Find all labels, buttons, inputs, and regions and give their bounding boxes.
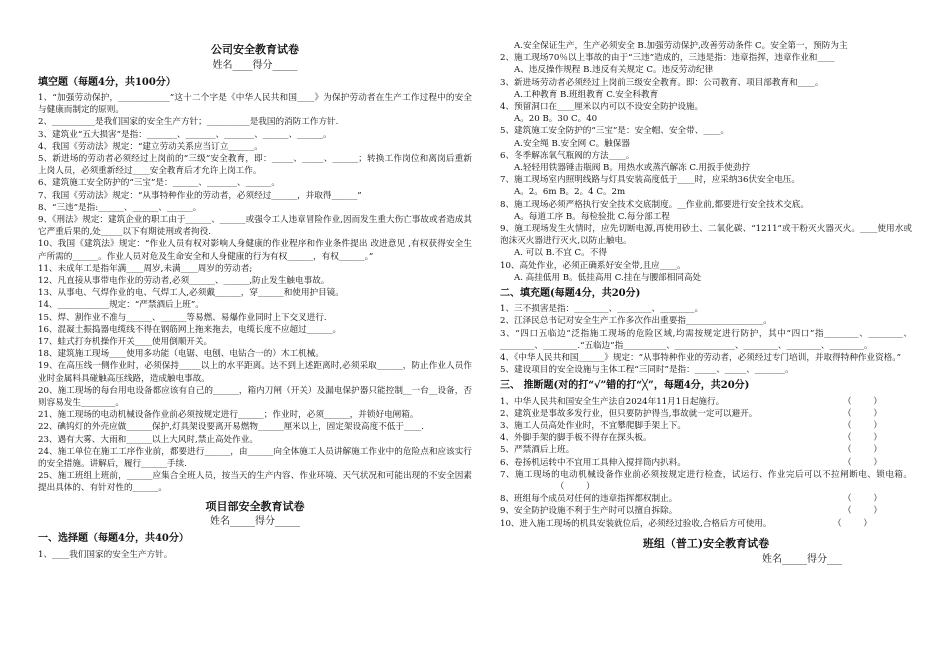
tf-question: 1、中华人民共和国安全生产法自2024年11月1日起施行。 [500, 396, 725, 407]
answer-paren: （ ） [842, 408, 882, 419]
choice-section-heading: 一、选择题（每题4分，共40分） [38, 533, 189, 545]
left-column [38, 0, 472, 561]
question-item: 4、《中华人民共和国______》规定：“从事特种作业的劳动者，必须经过专门培训，并取得特种作业资格。” [500, 353, 901, 364]
question-item: 3、建筑业“五大损害”是指：_______、_______、_______、______、______。 [38, 129, 332, 140]
question-item: 20、施工现场的每台用电设备都应该有自己的______，箱内刀闸（开关）及漏电保护器只能控制__一台__设备，否则容易发生________。 [38, 385, 472, 409]
answer-paren: （ ） [842, 433, 882, 444]
team-exam-title: 班组（普工)安全教育试卷 [642, 536, 770, 550]
question-item: 2、__________是我们国家的安全生产方针；__________是我国的消防工作方针. [38, 117, 339, 128]
question-item: 19、在高压线一侧作业时，必须保持_____以上的水平距离。达不到上述距离时,必须采取______，防止作业人员作业时金属料具碰触高压线路，造成触电事故。 [38, 361, 472, 384]
tf-item [500, 420, 912, 432]
question-item: 9、施工现场发生火情时，应先切断电源,再使用砂土、二氧化碳、“1211”或干粉灭火器灭火。____使用水或泡沫灭火器进行灭火,以防止触电。 [500, 224, 912, 247]
tf-item [500, 493, 912, 505]
tf-question: 3、施工人员高处作业时，不宜攀爬脚手架上下。 [500, 421, 686, 432]
question-item: 2、江泽民总书记对安全生产工作多次作出重要指__________________。 [500, 316, 772, 327]
fill-section-heading: 填空题（每题4分，共100分） [38, 76, 176, 88]
tf-question: 10、进入施工现场的机具安装就位后，必须经过验收,合格后方可使用。 [500, 518, 772, 529]
choice-options: A. 高挂低用 B。低挂高用 C.挂在与腰部相同高处 [514, 272, 702, 283]
question-item: 1、____我们国家的安全生产方针。 [38, 549, 173, 560]
tf-item [500, 396, 912, 408]
name-score-line: 姓名_____得分___ [762, 553, 842, 565]
question-item: 13、从事电、气焊作业的电、气焊工人,必须戴______，穿______和使用护目镜。 [38, 288, 344, 299]
question-item: 10、我国《建筑法》规定：“作业人员有权对影响人身健康的作业程序和作业条件提出 改进意见 ,有权获得安全生产所需的______。作业人员对危及生命安全和人身健康的行为有权______，有权______。” [38, 239, 472, 262]
tf-item [500, 408, 912, 420]
question-item: 6、冬季解冻氧气瓶阀的方法____。 [500, 150, 635, 161]
choice-options: A. 可以 B.不宜 C。不得 [514, 248, 607, 259]
fill-questions [38, 92, 472, 495]
question-item: 3、新进场劳动者必须经过上岗前三级安全教育。即：公司教育、项目部教育和____。 [500, 77, 824, 88]
name-score-line: 姓名_____得分_____ [210, 516, 300, 528]
question-item: 2、施工现场70％以上事故的由于“三违”造成的，三违是指：违章指挥，违章作业和____ [500, 53, 835, 64]
question-item: 4、预留洞口在____厘米以内可以不设安全防护设施。 [500, 102, 704, 113]
fill-questions [500, 303, 912, 376]
question-item: 1、“加强劳动保护，____________”这十二个字是《中华人民共和国____》为保护劳动者在生产工作过程中的安全与健康而制定的原则。 [38, 92, 472, 116]
tf-item [500, 518, 912, 530]
company-exam-title: 公司安全教育试卷 [211, 43, 299, 56]
tf-question: 9、安全防护设施不利于生产时可以擅自拆除。 [500, 506, 678, 517]
answer-paren: （ ） [842, 494, 882, 505]
question-item: 7、我国《劳动法》规定：“从事特种作业的劳动者，必须经过______，并取得______” [38, 190, 362, 201]
question-item: 8、“三违”是指:______、______、______。 [38, 202, 202, 213]
question-item: 7、施工现场室内照明线路与灯具安装高度低于____时，应采纳36伏安全电压。 [500, 175, 800, 186]
question-item: 17、蛙式打夯机操作开关____使用倒顺开关。 [38, 337, 213, 348]
question-item: 8、施工现场必须严格执行安全技术交底制度。__作业前,都要进行安全技术交底。 [500, 199, 809, 210]
choice-options: A。每道工序 B。每检验批 C.每分部工程 [514, 211, 670, 222]
name-score-line: 姓名____得分_____ [212, 59, 298, 71]
right-column [500, 0, 912, 569]
question-item: 14、____________规定：“严禁酒后上班”。 [38, 300, 204, 311]
tf-item [500, 444, 912, 456]
tf-item [500, 469, 912, 493]
question-item: 16、混凝土振捣器电缆线不得在钢筋网上拖来拖去，电缆长度不应超过______。 [38, 324, 342, 335]
question-item: 6、建筑施工安全防护的“三宝”是：______、_______、______。 [38, 178, 280, 189]
answer-paren: （ ） [560, 482, 595, 493]
question-item: 5、建设项目的安全设施与主体工程“三同时”是指：_____、_____、_______。 [500, 365, 794, 376]
answer-paren: （ ） [842, 396, 882, 407]
true-false-questions [500, 396, 912, 530]
tf-question: 8、班组每个成员对任何的违章指挥都权制止。 [500, 494, 678, 505]
question-item: 1、三不损害是指：________、________、________。 [500, 304, 704, 315]
question-item: 23、遇有大雾、大雨和______以上大风时,禁止高处作业。 [38, 434, 258, 445]
question-item: 24、施工单位在施工工序作业前，都要进行______，由______向全体施工人员讲解施工作业中的危险点和应该实行的安全措施。讲解后，履行______手续. [38, 446, 472, 470]
question-item: 10、高处作业，必须正确系好安全带,且应____。 [500, 260, 686, 271]
fill-section-heading: 二、填充题(每题4分，共20分) [500, 288, 641, 300]
true-false-section-heading: 三、 推断题(对的打“√”错的打“╳”，每题4分，共20分) [500, 380, 750, 392]
question-item: 22、碘钨灯的外壳应做______保护,灯具架设要离开易燃物______厘米以上，固定架设高度不低于____. [38, 422, 424, 433]
question-item: 4、我国《劳动法》规定：“建立劳动关系应当订立______。 [38, 141, 263, 152]
choice-options: A。2。6m B。2。4 C。2m [514, 187, 626, 198]
choice-questions [500, 52, 912, 284]
question-item: 3、“四口五临边”泛指施工现场的危险区域,均需按规定进行防护，其中“四口”指________、________、________、________.“五临边”指__________、______________、________、________、________。 [500, 328, 912, 351]
tf-item [500, 505, 912, 517]
choice-options: A。20 B。30 C。40 [514, 114, 598, 125]
tf-question: 5、严禁酒后上班。 [500, 445, 575, 456]
answer-paren: （ ） [842, 506, 882, 517]
question-item: 15、焊、割作业不准与______、______等易燃、易爆作业同时上下交叉进行. [38, 312, 327, 323]
answer-paren: （ ） [842, 445, 882, 456]
project-exam-title: 项目部安全教育试卷 [205, 499, 305, 513]
question-item: 18、建筑施工现场____使用多功能（电锯、电刨、电钻合一的）木工机械。 [38, 349, 324, 360]
choice-options: A.安全绳 B.安全网 C。触保器 [514, 138, 630, 149]
tf-question: 4、外脚手架的脚手板不得存在探头板。 [500, 433, 652, 444]
answer-paren: （ ） [832, 518, 872, 529]
tf-item [500, 432, 912, 444]
tf-question: 6、卷扬机运转中不宜用工具伸入搅拌筒内扒料。 [500, 457, 686, 468]
question-item: 11、未成年工是指年满____周岁,未满____周岁的劳动者; [38, 263, 253, 274]
tf-item [500, 457, 912, 469]
question-item: 25、施工班组上班前，______应集合全班人员，按当天的生产内容、作业环境、天气状况和可能出现的不安全因素提出具体的、有针对性的______。 [38, 471, 472, 494]
question-item: 12、凡直接从事带电作业的劳动者,必须______、______,防止发生触电事故。 [38, 276, 330, 287]
choice-options: A.轻轻用铁器锤击瓶阀 B。用热水或蒸汽解冻 C.用扳手使劲拧 [514, 163, 750, 174]
choice-options: A.安全保证生产，生产必须安全 B.加强劳动保护,改善劳动条件 C。安全第一，预防为主 [514, 41, 848, 51]
tf-question: 7、施工现场的电动机械设备作业前必须按规定进行检查，试运行、作业完后可以不拉闸断电、锁电箱。 [500, 469, 912, 480]
question-item: 9、《刑法》规定：建筑企业的职工由于______、______或强令工人违章冒险作业,因而发生重大伤亡事故或者造成其它严重后果的,处_____以下有期徒刑或者拘役. [38, 215, 472, 238]
choice-options: A.工种教育 B.班组教育 C.安全科教育 [514, 89, 659, 100]
question-item: 21、施工现场的电动机械设备作业前必须按规定进行______；作业时，必须______，并锁好电闸箱。 [38, 410, 419, 421]
question-item: 5、新进场的劳动者必须经过上岗前的“三级”安全教育，即：_____、_____、______；转换工作岗位和离岗后重新上岗人员，必须重新经过____安全教育后才允许上岗工作。 [38, 154, 472, 177]
answer-paren: （ ） [842, 421, 882, 432]
question-item: 5、建筑施工安全防护的“三宝”是：安全帽、安全带、____。 [500, 126, 730, 137]
answer-paren: （ ） [842, 457, 882, 468]
choice-options: A、违反操作规程 B.违反有关规定 C。违反劳动纪律 [514, 65, 714, 76]
tf-question: 2、建筑业是事故多发行业，但只要防护得当,事故就一定可以避开。 [500, 408, 758, 419]
